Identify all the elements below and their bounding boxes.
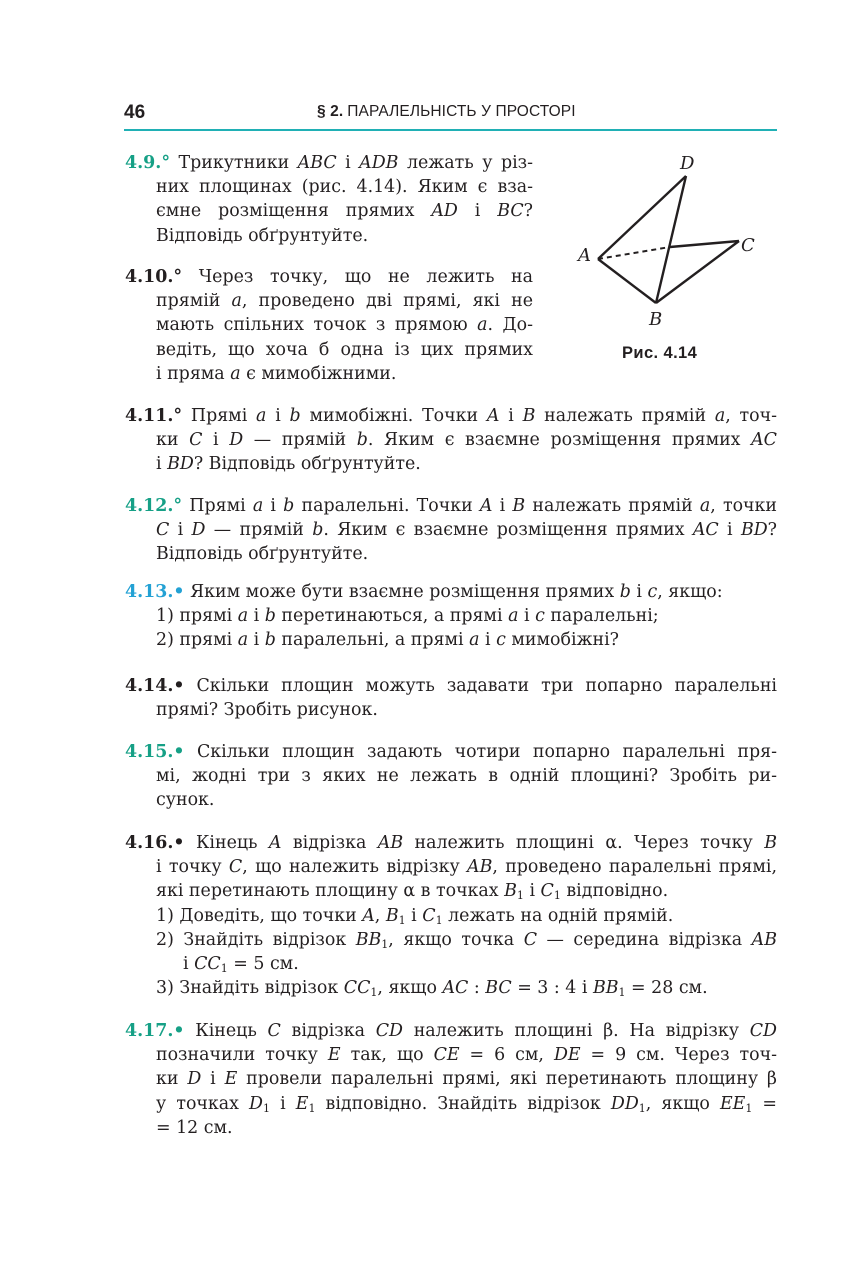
problem-number: 4.14.• — [125, 676, 185, 696]
segment-AC-visible — [670, 241, 739, 247]
problem-4-17: 4.17.• Кінець C відрізка CD належить площині β. На відрізку CD позначили точку E так, що CE = 6 см, DE = 9 см. Через точ- ки D і E провели паралельні прямі, які перетинають площину β у точках $D_1$ і $E_1$ відповідно. Знайдіть відрізок $DD_1$, якщо $EE_1$ = = 12 см. — [125, 1021, 778, 1138]
segment-AB — [598, 259, 656, 303]
section-title: ПАРАЛЕЛЬНІСТЬ У ПРОСТОРІ — [347, 103, 576, 120]
problem-number: 4.13.• — [125, 582, 185, 602]
problem-number: 4.11.° — [125, 406, 183, 426]
problem-4-16: 4.16.• Кінець A відрізка AB належить площині α. Через точку B і точку C, що належить відрізку AB, проведено паралельні прямі, які перетинають площину α в точках $B_1$ і $C_1$ відповідно. 1) Доведіть, що точки A, $B_1$ і $C_1$ лежать на одній прямій. 2) Знайдіть відрізок $BB_1$, якщо точка C — середина відрізка AB і $CC_1 = 5$ см. 3) Знайдіть відрізок $CC_1$, якщо AC : BC = 3 : 4 і $BB_1 = 28$ см. — [125, 833, 777, 1000]
problem-number: 4.15.• — [125, 742, 185, 762]
problem-number: 4.9.° — [125, 153, 171, 173]
problem-4-11: 4.11.° Прямі a і b мимобіжні. Точки A і B належать прямій a, точ- ки C і D — прямій b. Яким є взаємне розміщення прямих AC і BD? Відповідь обґрунтуйте. — [125, 406, 777, 475]
page-number: 46 — [124, 102, 146, 123]
problem-4-10: 4.10.° Через точку, що не лежить на прямій a, проведено дві прямі, які не мають спільних точок з прямою a. До- ведіть, що хоча б одна із цих прямих і пряма a є мимобіжними. — [125, 267, 533, 384]
problem-4-12: 4.12.° Прямі a і b паралельні. Точки A і B належать прямій a, точки C і D — прямій b. Яким є взаємне розміщення прямих AC і BD? Відповідь обґрунтуйте. — [125, 496, 777, 565]
problem-4-13: 4.13.• Яким може бути взаємне розміщення прямих b і c, якщо: 1) прямі a і b перетинаються, а прямі a і c паралельні; 2) прямі a і b паралельні, а прямі a і c мимобіжні? — [125, 582, 723, 651]
problem-4-9: 4.9.° Трикутники ABC і ADB лежать у різ- них площинах (рис. 4.14). Яким є вза- ємне розміщення прямих AD і BC? Відповідь обґрунтуйте. — [125, 153, 533, 246]
figure-caption: Рис. 4.14 — [622, 344, 698, 362]
label-D: D — [680, 153, 695, 174]
problem-number: 4.12.° — [125, 496, 183, 516]
section-heading — [317, 103, 576, 121]
header-divider — [124, 129, 777, 131]
problem-4-15: 4.15.• Скільки площин задають чотири попарно паралельні пря- мі, жодні три з яких не лежать в одній площині? Зробіть ри- сунок. — [125, 742, 777, 811]
triangle-diagram — [570, 150, 770, 340]
label-C: C — [741, 235, 755, 256]
section-mark: § 2. — [317, 103, 344, 120]
problem-number: 4.17.• — [125, 1021, 185, 1041]
page-header — [124, 98, 777, 130]
label-B: B — [649, 309, 663, 330]
problem-4-14: 4.14.• Скільки площин можуть задавати три попарно паралельні прямі? Зробіть рисунок. — [125, 676, 777, 721]
problem-number: 4.10.° — [125, 267, 183, 287]
problem-number: 4.16.• — [125, 833, 185, 853]
label-A: A — [578, 245, 591, 266]
figure-4-14 — [570, 150, 770, 365]
